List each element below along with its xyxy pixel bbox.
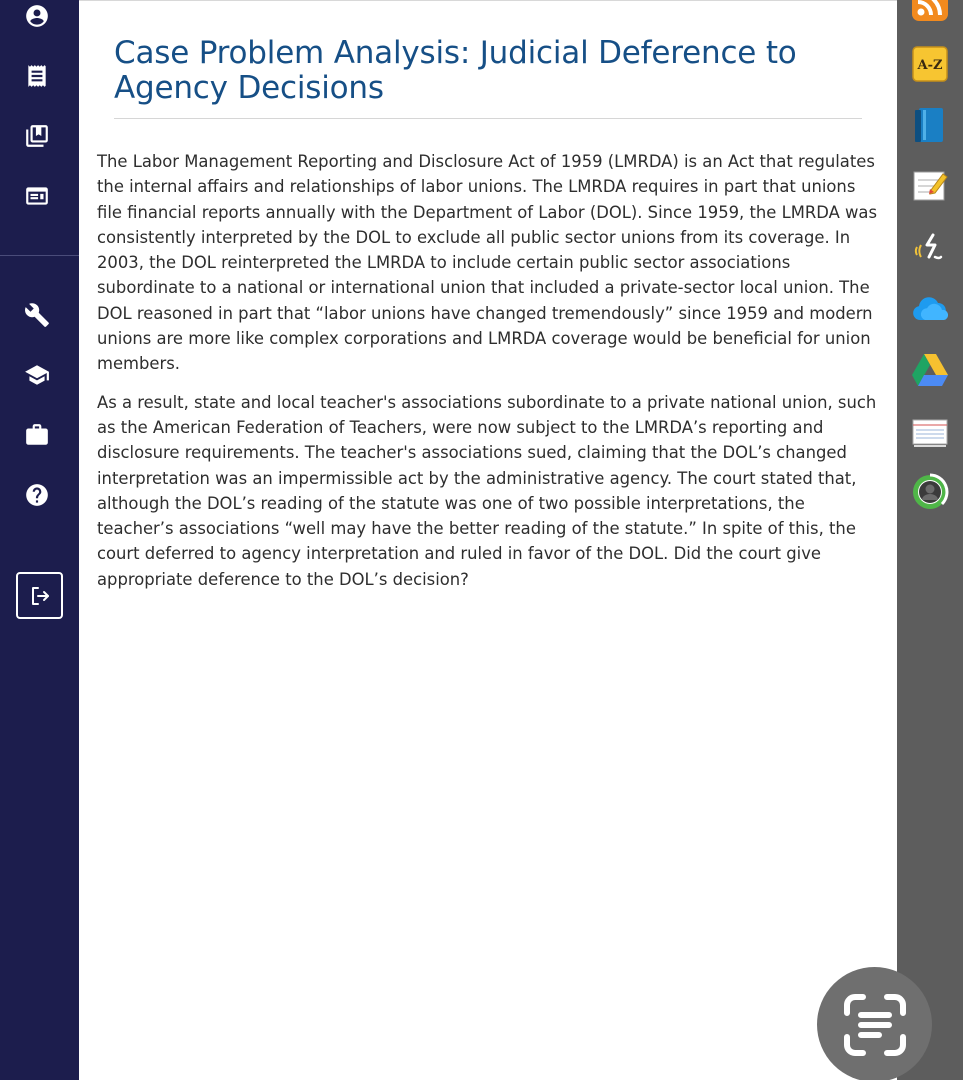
dictionary-button[interactable] [911,45,949,83]
rss-icon [911,0,949,22]
onedrive-button[interactable] [911,290,949,328]
case-text [97,149,882,605]
title-divider [114,118,862,119]
google-drive-icon [911,351,949,389]
book-icon [911,106,949,144]
logout-button[interactable] [16,572,63,619]
nav-divider [0,255,79,256]
card-button[interactable] [19,178,55,214]
career-button[interactable] [19,417,55,453]
scan-text-button[interactable] [817,967,932,1080]
onedrive-icon [911,290,949,328]
rss-button[interactable] [911,0,949,22]
library-button[interactable] [19,118,55,154]
flashcards-icon [911,412,949,450]
text-to-speech-icon [911,229,949,267]
tools-button[interactable] [19,297,55,333]
receipt-button[interactable] [19,58,55,94]
graduation-cap-icon [24,362,50,388]
az-label: A-Z [917,58,943,73]
help-button[interactable] [19,477,55,513]
flashcards-button[interactable] [911,412,949,450]
notes-button[interactable] [911,166,949,204]
main-content [79,0,897,1080]
right-tool-rail [897,0,963,1080]
ebook-button[interactable] [911,106,949,144]
courses-button[interactable] [19,357,55,393]
account-button[interactable] [19,0,55,34]
card-icon [24,183,50,209]
logout-icon [28,584,52,608]
google-drive-button[interactable] [911,351,949,389]
case-paragraph: The Labor Management Reporting and Disclosure Act of 1959 (LMRDA) is an Act that regulates the internal affairs and relationships of labor unions. The LMRDA requires in part that unions file financial reports annually with the Department of Labor (DOL). Since 1959, the LMRDA was consistently interpreted by the DOL to exclude all public sector unions from its coverage. In 2003, the DOL reinterpreted the LMRDA to include certain public sector associations subordinate to a national or international union that included a private-sector local union. The DOL reasoned in part that “labor unions have changed tremendously” since 1959 and modern unions are more like complex corporations and LMRDA coverage would be beneficial for union members. [97,152,877,374]
case-paragraph: As a result, state and local teacher's associations subordinate to a private national union, such as the American Federation of Teachers, were now subject to the LMRDA’s reporting and disclosure requirements. The teacher's associations sued, claiming that the DOL’s changed interpretation was an impermissible act by the administrative agency. The court stated that, although the DOL’s reading of the statute was one of two possible interpretations, the teacher’s associations “well may have the better reading of the statute.” In spite of this, the court deferred to agency interpretation and ruled in favor of the DOL. Did the court give appropriate deference to the DOL’s decision? [97,392,877,589]
receipt-icon [24,63,50,89]
az-dictionary-icon [911,45,949,83]
briefcase-icon [24,422,50,448]
left-navigation [0,0,79,1080]
profile-progress-icon [911,473,949,511]
account-icon [24,3,50,29]
text-to-speech-button[interactable] [911,229,949,267]
notes-icon [911,166,949,204]
scan-text-icon [839,989,911,1061]
profile-progress-button[interactable] [911,473,949,511]
help-icon [24,482,50,508]
page-title: Case Problem Analysis: Judicial Deference to Agency Decisions [114,35,797,106]
wrench-icon [24,302,50,328]
library-icon [24,123,50,149]
